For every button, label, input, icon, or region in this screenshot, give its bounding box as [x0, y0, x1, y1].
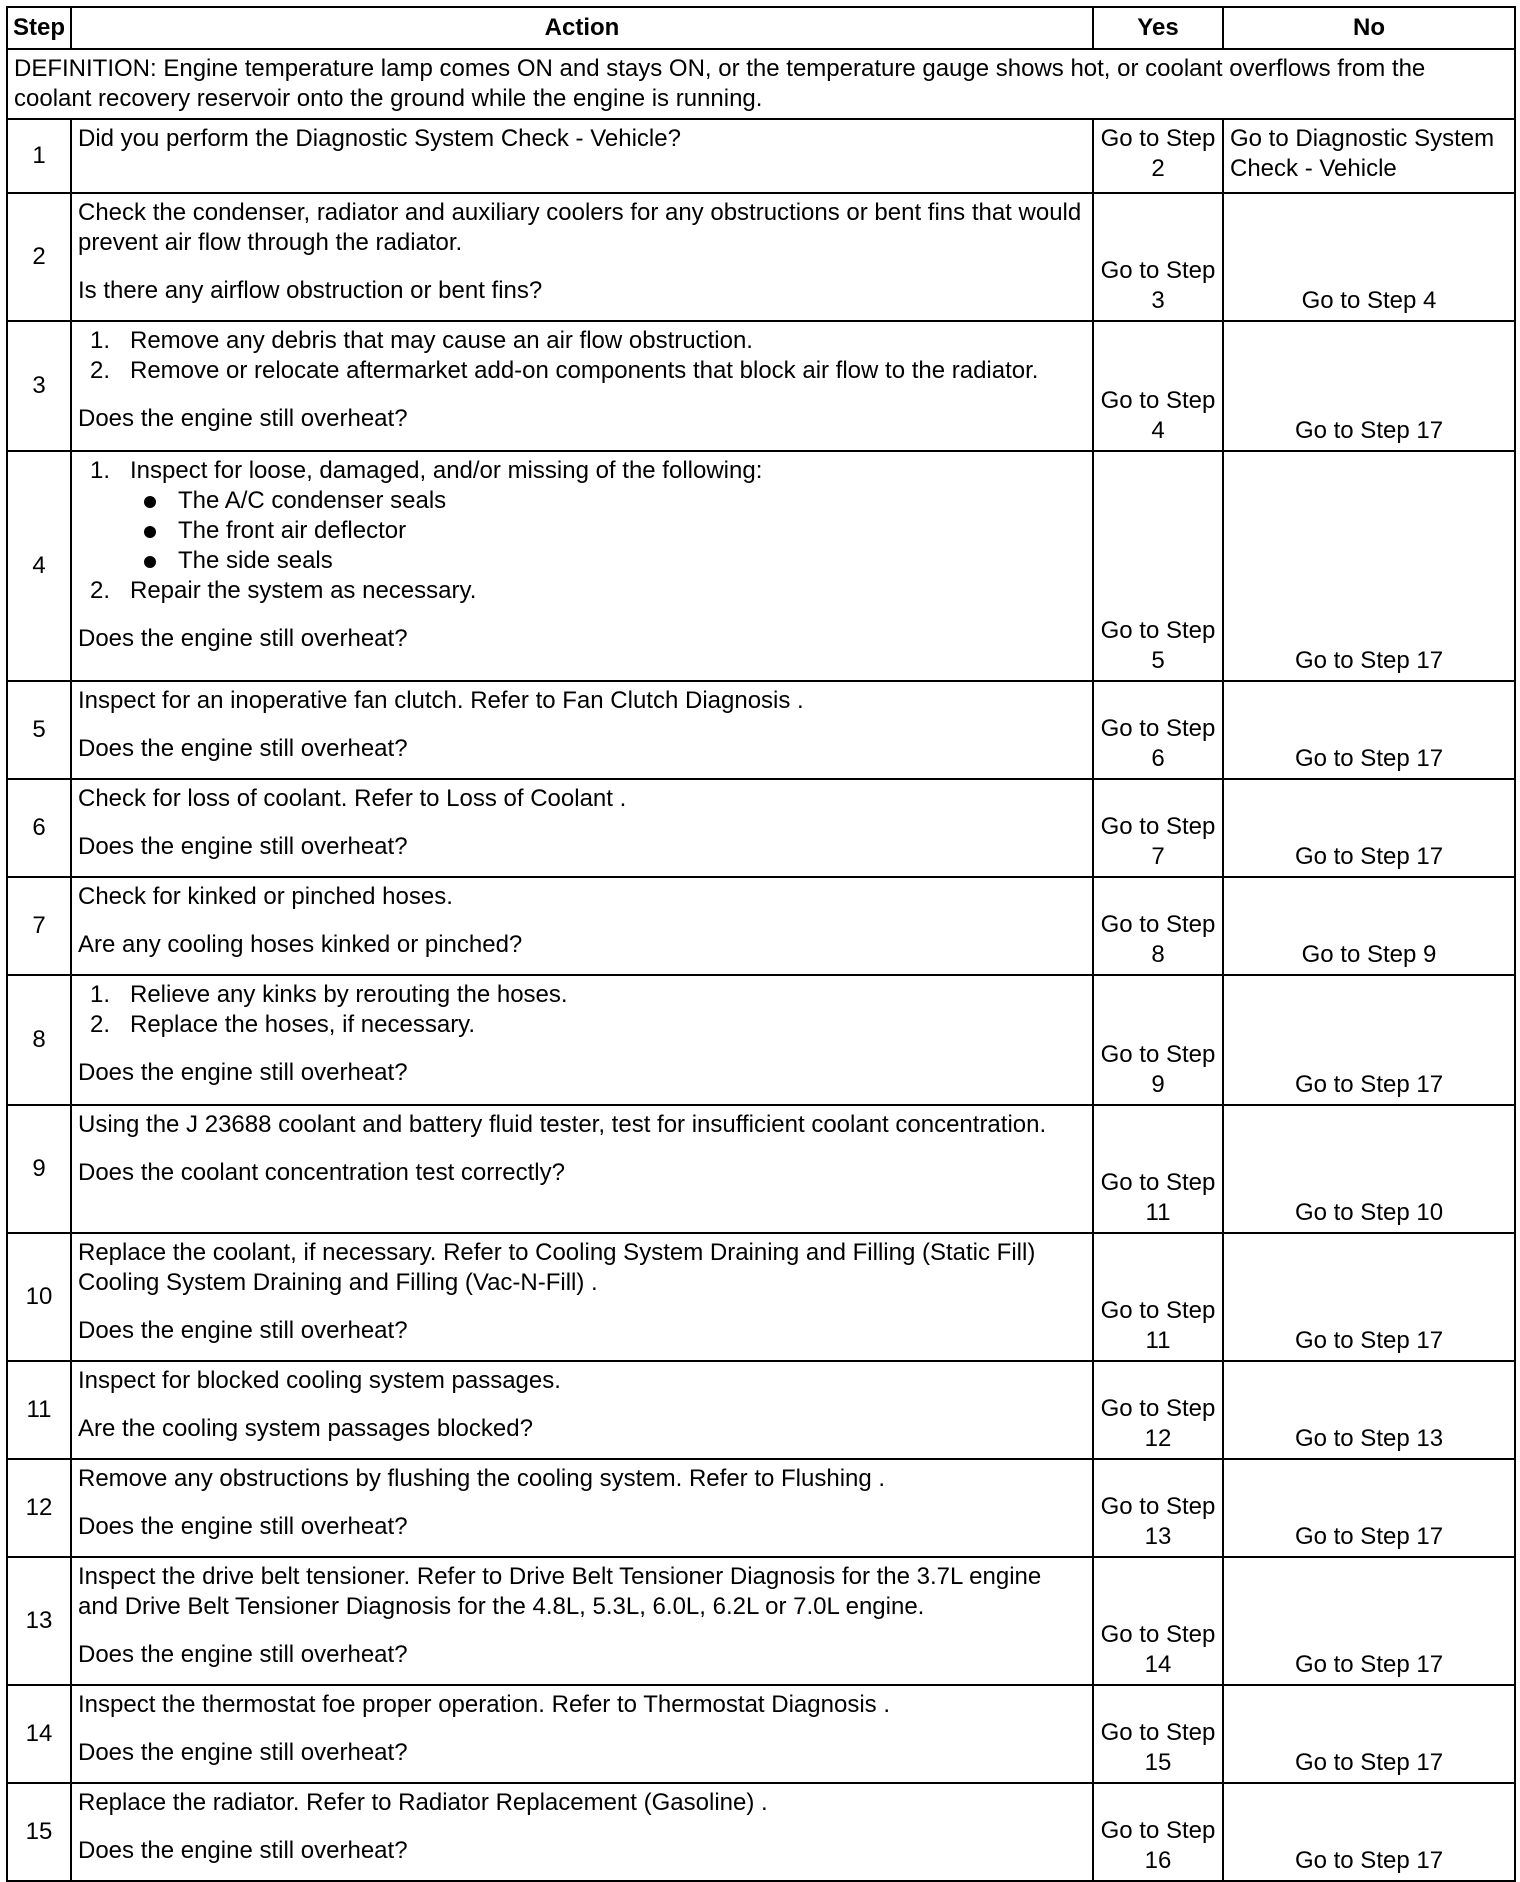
- definition-text: DEFINITION: Engine temperature lamp comes ON and stays ON, or the temperature gauge shows hot, or coolant overflows from the coolant recovery reservoir onto the ground while the engine is running.: [7, 49, 1515, 119]
- action-cell: [71, 1361, 1093, 1459]
- step-number: 11: [7, 1361, 71, 1459]
- table-row: [7, 681, 1515, 779]
- bullet-item: The A/C condenser seals: [78, 486, 1086, 516]
- action-question: Does the engine still overheat?: [78, 1641, 408, 1668]
- list-item: 2. Repair the system as necessary.: [90, 577, 477, 604]
- yes-cell: Go to Step 11: [1093, 1105, 1223, 1233]
- header-step: Step: [7, 7, 71, 49]
- step-number: 2: [7, 193, 71, 321]
- action-steps-list: [78, 456, 1086, 486]
- table-row: [7, 451, 1515, 681]
- table-row: [7, 1783, 1515, 1881]
- action-cell: [71, 451, 1093, 681]
- action-cell: [71, 193, 1093, 321]
- action-cell: [71, 1105, 1093, 1233]
- action-question: Does the engine still overheat?: [78, 833, 408, 860]
- table-row: [7, 975, 1515, 1105]
- action-steps-list: [78, 326, 1086, 386]
- no-cell: Go to Step 4: [1223, 193, 1515, 321]
- header-row: [7, 7, 1515, 49]
- header-yes: Yes: [1093, 7, 1223, 49]
- yes-cell: Go to Step 15: [1093, 1685, 1223, 1783]
- yes-cell: Go to Step 7: [1093, 779, 1223, 877]
- list-item: 2. Replace the hoses, if necessary.: [90, 1011, 476, 1038]
- step-number: 9: [7, 1105, 71, 1233]
- step-number: 10: [7, 1233, 71, 1361]
- yes-cell: Go to Step 8: [1093, 877, 1223, 975]
- list-item: 1. Remove any debris that may cause an air flow obstruction.: [90, 327, 753, 354]
- no-cell: Go to Step 17: [1223, 1459, 1515, 1557]
- bullet-list: [78, 486, 1086, 576]
- definition-row: [7, 49, 1515, 119]
- table-row: [7, 193, 1515, 321]
- action-question: Does the engine still overheat?: [78, 1059, 408, 1086]
- action-text: Replace the coolant, if necessary. Refer to Cooling System Draining and Filling (Static Fill) Cooling System Draining and Filling (Vac-N-Fill) .: [78, 1239, 1036, 1296]
- diagnostic-table: [6, 6, 1516, 1882]
- table-row: [7, 1361, 1515, 1459]
- yes-cell: Go to Step 2: [1093, 119, 1223, 193]
- action-cell: [71, 975, 1093, 1105]
- action-text: Check the condenser, radiator and auxiliary coolers for any obstructions or bent fins that would prevent air flow through the radiator.: [78, 199, 1082, 256]
- no-cell: Go to Step 13: [1223, 1361, 1515, 1459]
- action-text: Did you perform the Diagnostic System Check - Vehicle?: [78, 125, 681, 152]
- action-text: Check for kinked or pinched hoses.: [78, 883, 453, 910]
- yes-cell: Go to Step 12: [1093, 1361, 1223, 1459]
- table-row: [7, 1685, 1515, 1783]
- list-item: 2. Remove or relocate aftermarket add-on components that block air flow to the radiator.: [90, 357, 1039, 384]
- yes-cell: Go to Step 5: [1093, 451, 1223, 681]
- step-number: 5: [7, 681, 71, 779]
- step-number: 15: [7, 1783, 71, 1881]
- action-question: Is there any airflow obstruction or bent fins?: [78, 277, 543, 304]
- no-cell: Go to Step 9: [1223, 877, 1515, 975]
- no-cell: Go to Step 17: [1223, 779, 1515, 877]
- action-text: Remove any obstructions by flushing the cooling system. Refer to Flushing .: [78, 1465, 886, 1492]
- no-cell: Go to Step 10: [1223, 1105, 1515, 1233]
- no-cell: Go to Diagnostic System Check - Vehicle: [1223, 119, 1515, 193]
- yes-cell: Go to Step 14: [1093, 1557, 1223, 1685]
- action-cell: [71, 779, 1093, 877]
- list-item: 1. Inspect for loose, damaged, and/or missing of the following:: [90, 457, 763, 484]
- yes-cell: Go to Step 13: [1093, 1459, 1223, 1557]
- action-question: Does the engine still overheat?: [78, 1317, 408, 1344]
- step-number: 7: [7, 877, 71, 975]
- action-cell: [71, 1685, 1093, 1783]
- table-row: [7, 321, 1515, 451]
- step-number: 4: [7, 451, 71, 681]
- no-cell: Go to Step 17: [1223, 321, 1515, 451]
- table-row: [7, 877, 1515, 975]
- action-steps-list: [78, 980, 1086, 1040]
- action-steps-list: [78, 576, 1086, 606]
- action-text: Using the J 23688 coolant and battery fluid tester, test for insufficient coolant concentration.: [78, 1111, 1047, 1138]
- no-cell: Go to Step 17: [1223, 1557, 1515, 1685]
- step-number: 1: [7, 119, 71, 193]
- action-question: Does the engine still overheat?: [78, 1513, 408, 1540]
- action-question: Does the engine still overheat?: [78, 735, 408, 762]
- table-row: [7, 1233, 1515, 1361]
- yes-cell: Go to Step 3: [1093, 193, 1223, 321]
- table-row: [7, 1459, 1515, 1557]
- action-text: Replace the radiator. Refer to Radiator Replacement (Gasoline) .: [78, 1789, 768, 1816]
- table-row: [7, 779, 1515, 877]
- action-question: Does the engine still overheat?: [78, 1739, 408, 1766]
- action-text: Inspect for an inoperative fan clutch. Refer to Fan Clutch Diagnosis .: [78, 687, 804, 714]
- action-cell: [71, 1233, 1093, 1361]
- action-question: Are any cooling hoses kinked or pinched?: [78, 931, 523, 958]
- step-number: 3: [7, 321, 71, 451]
- action-text: Check for loss of coolant. Refer to Loss of Coolant .: [78, 785, 627, 812]
- action-cell: [71, 1783, 1093, 1881]
- action-question: Does the coolant concentration test correctly?: [78, 1159, 565, 1186]
- step-number: 12: [7, 1459, 71, 1557]
- bullet-item: The side seals: [78, 546, 1086, 576]
- table-row: [7, 1557, 1515, 1685]
- action-question: Are the cooling system passages blocked?: [78, 1415, 533, 1442]
- list-item: 1. Relieve any kinks by rerouting the hoses.: [90, 981, 568, 1008]
- action-cell: [71, 681, 1093, 779]
- step-number: 14: [7, 1685, 71, 1783]
- action-text: Inspect the drive belt tensioner. Refer to Drive Belt Tensioner Diagnosis for the 3.7L engine and Drive Belt Tensioner Diagnosis for the 4.8L, 5.3L, 6.0L, 6.2L or 7.0L engine.: [78, 1563, 1042, 1620]
- header-action: Action: [71, 7, 1093, 49]
- step-number: 13: [7, 1557, 71, 1685]
- step-number: 6: [7, 779, 71, 877]
- no-cell: Go to Step 17: [1223, 1783, 1515, 1881]
- no-cell: Go to Step 17: [1223, 1233, 1515, 1361]
- action-text: Inspect for blocked cooling system passages.: [78, 1367, 561, 1394]
- no-cell: Go to Step 17: [1223, 681, 1515, 779]
- action-text: Inspect the thermostat foe proper operation. Refer to Thermostat Diagnosis .: [78, 1691, 890, 1718]
- no-cell: Go to Step 17: [1223, 1685, 1515, 1783]
- action-cell: [71, 877, 1093, 975]
- action-cell: [71, 1459, 1093, 1557]
- action-cell: [71, 321, 1093, 451]
- header-no: No: [1223, 7, 1515, 49]
- action-cell: [71, 119, 1093, 193]
- yes-cell: Go to Step 11: [1093, 1233, 1223, 1361]
- yes-cell: Go to Step 6: [1093, 681, 1223, 779]
- table-row: [7, 1105, 1515, 1233]
- table-row: [7, 119, 1515, 193]
- yes-cell: Go to Step 16: [1093, 1783, 1223, 1881]
- action-cell: [71, 1557, 1093, 1685]
- no-cell: Go to Step 17: [1223, 451, 1515, 681]
- step-number: 8: [7, 975, 71, 1105]
- yes-cell: Go to Step 4: [1093, 321, 1223, 451]
- action-question: Does the engine still overheat?: [78, 1837, 408, 1864]
- action-question: Does the engine still overheat?: [78, 625, 408, 652]
- bullet-item: The front air deflector: [78, 516, 1086, 546]
- yes-cell: Go to Step 9: [1093, 975, 1223, 1105]
- action-question: Does the engine still overheat?: [78, 405, 408, 432]
- no-cell: Go to Step 17: [1223, 975, 1515, 1105]
